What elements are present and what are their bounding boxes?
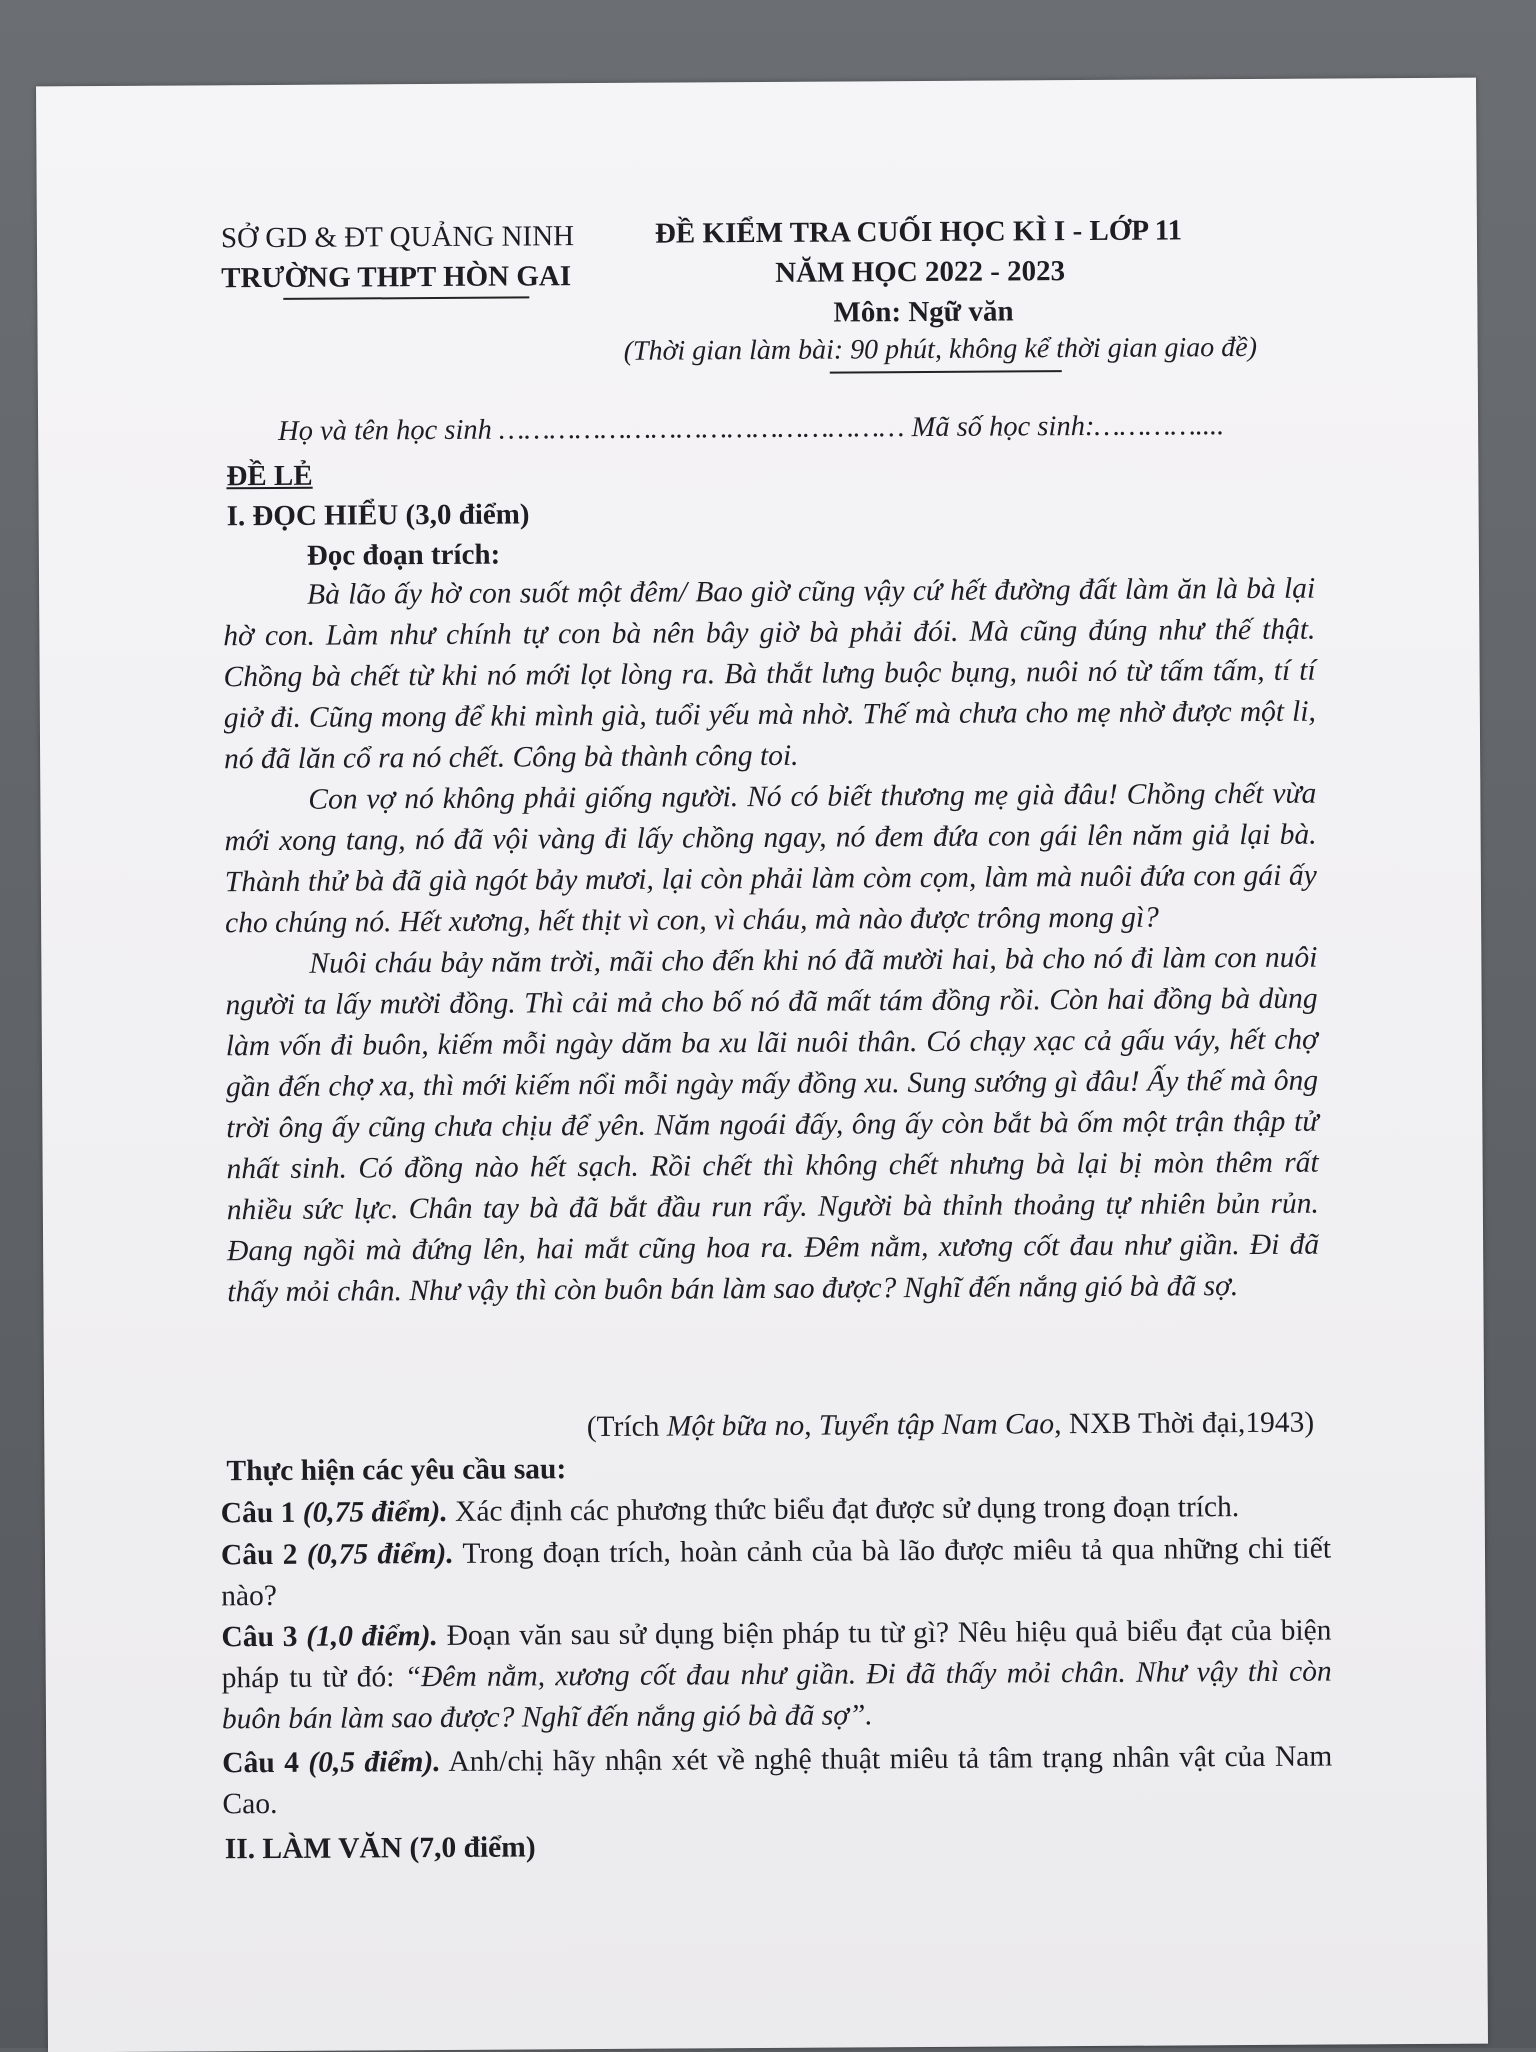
question-3 [221,1611,1332,1741]
question-quote: “Đêm nằm, xương cốt đau như giần. Đi đã thấy mỏi chân. Như vậy thì còn buôn bán làm sao được? Nghĩ đến nắng gió bà đã sợ”. [221,1655,1332,1736]
read-instruction: Đọc đoạn trích: [306,538,501,572]
question-points: (0,75 điểm). [306,1537,454,1571]
question-text: Xác định các phương thức biểu đạt được sử dụng trong đoạn trích. [447,1491,1240,1528]
part1-heading: I. ĐỌC HIỂU (3,0 điểm) [226,498,530,533]
question-2 [221,1529,1331,1618]
question-4 [222,1737,1332,1826]
time-underline [830,370,1062,373]
passage-paragraph: Bà lão ấy hờ con suốt một đêm/ Bao giờ cũng vậy cứ hết đường đất làm ăn là bà lại hờ con. Làm như chính tự con bà nên bây giờ bà phải đói. Mà cũng đúng như thế thật. Chồng bà chết từ khi nó mới lọt lòng ra. Bà thắt lưng buộc bụng, nuôi nó từ tấm tấm, tí tí giở đi. Cũng mong để khi mình già, tuổi yếu mà nhờ. Thế mà chưa cho mẹ nhờ được một li, nó đã lăn cổ ra nó chết. Công bà thành công toi. [223,572,1316,776]
school-underline [283,296,529,300]
student-info-line: Họ và tên học sinh ………………………………………… Mã số học sinh:………….... [278,410,1225,447]
question-label: Câu 3 [221,1620,298,1654]
question-1 [221,1487,1331,1535]
subject: Môn: Ngữ văn [833,295,1014,329]
school-year: NĂM HỌC 2022 - 2023 [775,255,1066,289]
passage [223,569,1319,1314]
question-label: Câu 4 [222,1746,299,1780]
part2-heading: II. LÀM VĂN (7,0 điểm) [224,1831,536,1866]
exam-code: ĐỀ LẺ [226,459,313,493]
source-work: Một bữa no [666,1409,805,1443]
time-note: (Thời gian làm bài: 90 phút, không kể thời gian giao đề) [623,331,1258,367]
department-name: SỞ GD & ĐT QUẢNG NINH [220,220,575,255]
exam-title: ĐỀ KIỂM TRA CUỐI HỌC KÌ I - LỚP 11 [654,214,1183,250]
question-points: (0,75 điểm). [302,1495,448,1529]
source-prefix: (Trích [586,1410,667,1444]
question-text: Đoạn văn sau sử dụng biện pháp tu từ gì? Nêu hiệu quả biểu đạt của biện pháp tu từ đó: [221,1614,1332,1695]
passage-paragraph: Nuôi cháu bảy năm trời, mãi cho đến khi nó đã mười hai, bà cho nó đi làm con nuôi người ta lấy mười đồng. Thì cải mả cho bố nó đã mất tám đồng rồi. Còn hai đồng bà dùng làm vốn đi buôn, kiếm mỗi ngày dăm ba xu lãi nuôi thân. Có chạy xạc cả gấu váy, hết chợ gần đến chợ xa, thì mới kiếm nổi mỗi ngày mấy đồng xu. Sung sướng gì đâu! Ấy thế mà ông trời ông ấy cũng chưa chịu để yên. Năm ngoái đấy, ông ấy còn bắt bà ốm một trận thập tử nhất sinh. Có đồng nào hết sạch. Rồi chết thì không chết nhưng bà lại bị mòn thêm rất nhiều sức lực. Chân tay bà đã bắt đầu run rẩy. Người bà thỉnh thoảng tự nhiên bủn rủn. Đang ngồi mà đứng lên, hai mắt cũng hoa ra. Đêm nằm, xương cốt đau như giần. Đi đã thấy mỏi chân. Như vậy thì còn buôn bán làm sao được? Nghĩ đến nắng gió bà đã sợ. [225,941,1320,1309]
exam-paper [36,78,1488,2052]
source-collection: Tuyển tập Nam Cao [818,1408,1055,1442]
school-name: TRƯỜNG THPT HÒN GAI [221,260,572,295]
source-suffix: , NXB Thời đại,1943) [1054,1406,1315,1441]
tasks-heading: Thực hiện các yêu cầu sau: [226,1453,567,1488]
source-sep: , [804,1409,820,1442]
question-points: (0,5 điểm). [308,1745,441,1779]
passage-source [587,1403,1315,1448]
question-label: Câu 1 [220,1496,296,1530]
question-text: Anh/chị hãy nhận xét về nghệ thuật miêu tả tâm trạng nhân vật của Nam Cao. [222,1740,1333,1821]
question-points: (1,0 điểm). [306,1619,438,1653]
passage-paragraph: Con vợ nó không phải giống người. Nó có biết thương mẹ già đâu! Chồng chết vừa mới xong tang, nó đã vội vàng đi lấy chồng ngay, nó đem đứa con gái lên năm giả lại bà. Thành thử bà đã già ngót bảy mươi, lại còn phải làm còm cọm, làm mà nuôi đứa con gái ấy cho chúng nó. Hết xương, hết thịt vì con, vì cháu, mà nào được trông mong gì? [224,777,1317,940]
question-text: Trong đoạn trích, hoàn cảnh của bà lão được miêu tả qua những chi tiết nào? [221,1532,1332,1613]
question-label: Câu 2 [220,1538,298,1572]
